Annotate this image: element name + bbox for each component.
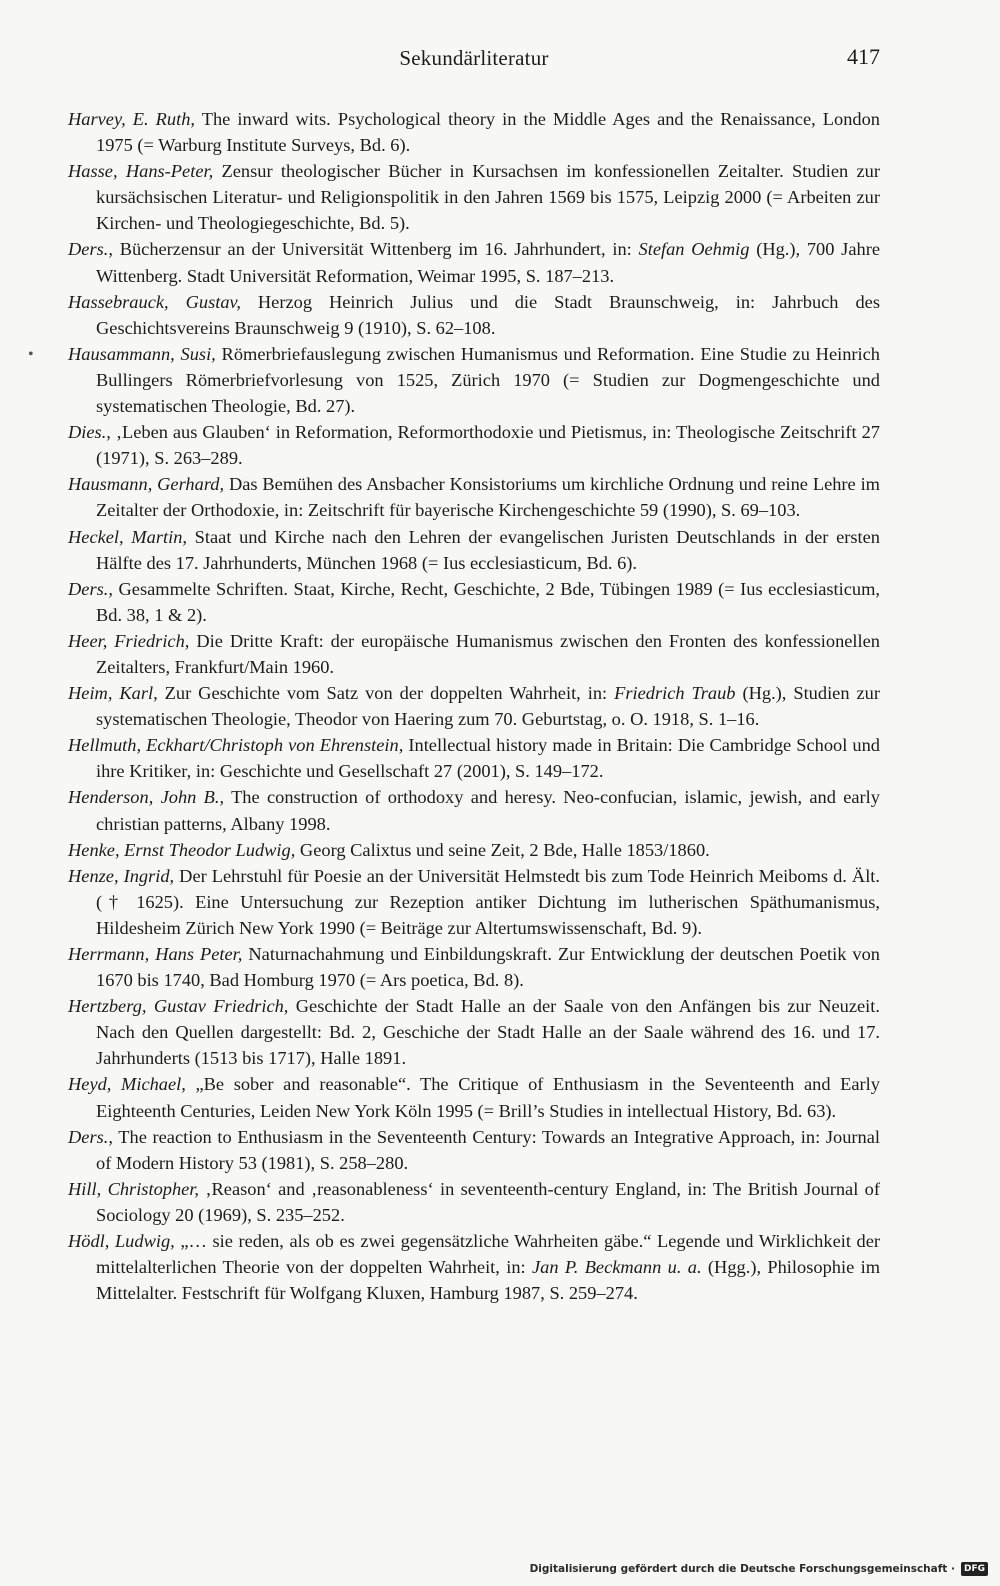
bibliography-entry <box>68 1228 880 1306</box>
entry-author: Hausmann, Gerhard, <box>68 474 225 495</box>
entry-author: Herrmann, Hans Peter, <box>68 944 243 964</box>
entry-author: Hertzberg, Gustav Friedrich, <box>68 996 289 1017</box>
entry-author: Ders., <box>68 1126 113 1147</box>
bibliography-entry <box>68 236 880 288</box>
bibliography-entry <box>68 941 880 993</box>
entry-author: Hausammann, Susi, <box>68 343 216 364</box>
entry-author: Hassebrauck, Gustav, <box>68 291 241 312</box>
bibliography-entry <box>68 289 880 341</box>
entry-author: Ders., <box>68 239 113 260</box>
entry-author: Heer, Friedrich, <box>68 630 190 651</box>
bibliography-entry <box>68 732 880 784</box>
bibliography-entry <box>68 837 880 863</box>
entry-text: ‚Reason‘ and ‚reasonableness‘ in seventeenth-century England, in: The British Journal of Sociology 20 (1969), S. 235–252. <box>96 1178 880 1225</box>
entry-author: Henke, Ernst Theodor Ludwig, <box>68 839 296 860</box>
credit-text: Digitalisierung gefördert durch die Deutsche Forschungsgemeinschaft · <box>529 1563 955 1575</box>
entry-text: ‚Leben aus Glauben‘ in Reformation, Reformorthodoxie und Pietismus, in: Theologische Zeitschrift 27 (1971), S. 263–289. <box>96 422 880 469</box>
entry-text: Intellectual history made in Britain: Die Cambridge School und ihre Kritiker, in: Geschichte und Gesellschaft 27 (2001), S. 149–172. <box>96 735 881 782</box>
bibliography-entry <box>68 863 880 941</box>
entry-author: Heyd, Michael, <box>68 1074 186 1095</box>
bibliography-entry <box>68 341 880 419</box>
entry-text: Geschichte der Stadt Halle an der Saale von den Anfängen bis zur Neuzeit. Nach den Quellen dargestellt: Bd. 2, Geschiche der Stadt Halle an der Saale während des 16. und 17. Jahrhunderts (1513 bis 1717), Halle 1891. <box>96 996 880 1069</box>
entry-author: Henderson, John B., <box>68 787 225 808</box>
margin-mark: • <box>28 346 34 363</box>
entry-text: Zur Geschichte vom Satz von der doppelten Wahrheit, in: Friedrich Traub (Hg.), Studien zur systematischen Theologie, Theodor von Haering zum 70. Geburtstag, o. O. 1918, S. 1–16. <box>96 683 880 730</box>
bibliography-entry <box>68 1176 880 1228</box>
entry-text: Der Lehrstuhl für Poesie an der Universität Helmstedt bis zum Tode Heinrich Meiboms d. Ält. († 1625). Eine Untersuchung zur Rezeption antiker Dichtung im lutherischen Späthumanismus, Hildesheim Zürich New York 1990 (= Beiträge zur Altertumswissenschaft, Bd. 9). <box>96 865 881 938</box>
bibliography-entry <box>68 158 880 236</box>
bibliography-entry <box>68 784 880 836</box>
bibliography-entry <box>68 524 880 576</box>
entry-text: Zensur theologischer Bücher in Kursachsen im konfessionellen Zeitalter. Studien zur kursächsischen Literatur- und Religionspolitik in den Jahren 1569 bis 1575, Leipzig 2000 (= Arbeiten zur Kirchen- und Theologiegeschichte, Bd. 5). <box>96 161 880 234</box>
entry-text: „Be sober and reasonable“. The Critique of Enthusiasm in the Seventeenth and Early Eighteenth Centuries, Leiden New York Köln 1995 (= Brill’s Studies in intellectual History, Bd. 63). <box>96 1074 880 1121</box>
bibliography-entry <box>68 680 880 732</box>
entry-text: Herzog Heinrich Julius und die Stadt Braunschweig, in: Jahrbuch des Geschichtsvereins Braunschweig 9 (1910), S. 62–108. <box>96 291 880 338</box>
running-head: Sekundärliteratur <box>399 46 549 70</box>
page-header <box>68 40 880 80</box>
entry-author: Ders., <box>68 578 113 599</box>
bibliography-entry <box>68 106 880 158</box>
bibliography-list <box>68 106 880 1306</box>
bibliography-entry <box>68 1124 880 1176</box>
entry-author: Heim, Karl, <box>68 683 158 704</box>
entry-text: Bücherzensur an der Universität Wittenberg im 16. Jahrhundert, in: Stefan Oehmig (Hg.), 700 Jahre Wittenberg. Stadt Universität Reformation, Weimar 1995, S. 187–213. <box>96 239 880 286</box>
entry-text: The inward wits. Psychological theory in the Middle Ages and the Renaissance, London 1975 (= Warburg Institute Surveys, Bd. 6). <box>96 109 880 156</box>
entry-author: Harvey, E. Ruth, <box>68 109 195 129</box>
entry-text: Die Dritte Kraft: der europäische Humanismus zwischen den Fronten des konfessionellen Zeitalters, Frankfurt/Main 1960. <box>96 630 881 677</box>
entry-author: Henze, Ingrid, <box>68 865 175 886</box>
bibliography-entry <box>68 419 880 471</box>
entry-text: Georg Calixtus und seine Zeit, 2 Bde, Halle 1853/1860. <box>295 839 710 860</box>
entry-text: Römerbriefauslegung zwischen Humanismus und Reformation. Eine Studie zu Heinrich Bullingers Römerbriefvorlesung von 1525, Zürich 1970 (= Studien zur Dogmengeschichte und systematischen Theologie, Bd. 27). <box>96 343 880 417</box>
entry-text: Staat und Kirche nach den Lehren der evangelischen Juristen Deutschlands in der ersten Hälfte des 17. Jahrhunderts, München 1968 (= Ius ecclesiasticum, Bd. 6). <box>96 526 881 573</box>
bibliography-entry <box>68 628 880 680</box>
dfg-logo: DFG <box>961 1562 988 1576</box>
digitization-credit <box>530 1558 988 1580</box>
entry-text: Naturnachahmung und Einbildungskraft. Zur Entwicklung der deutschen Poetik von 1670 bis 1740, Bad Homburg 1970 (= Ars poetica, Bd. 8). <box>96 944 880 991</box>
bibliography-entry <box>68 1071 880 1123</box>
bibliography-entry <box>68 471 880 523</box>
bibliography-entry <box>68 993 880 1071</box>
entry-author: Hellmuth, Eckhart/Christoph von Ehrenstein, <box>68 735 404 756</box>
page-number: 417 <box>847 44 880 69</box>
entry-text: „… sie reden, als ob es zwei gegensätzliche Wahrheiten gäbe.“ Legende und Wirklichkeit der mittelalterlichen Theorie von der doppelten Wahrheit, in: Jan P. Beckmann u. a. (Hgg.), Philosophie im Mittelalter. Festschrift für Wolfgang Kluxen, Hamburg 1987, S. 259–274. <box>96 1231 881 1304</box>
entry-author: Heckel, Martin, <box>68 526 187 547</box>
entry-author: Hödl, Ludwig, <box>68 1231 175 1252</box>
entry-text: Das Bemühen des Ansbacher Konsistoriums um kirchliche Ordnung und reine Lehre im Zeitalter der Orthodoxie, in: Zeitschrift für bayerische Kirchengeschichte 59 (1990), S. 69–103. <box>96 474 880 521</box>
entry-text: The construction of orthodoxy and heresy. Neo-confucian, islamic, jewish, and early christian patterns, Albany 1998. <box>96 787 880 834</box>
entry-author: Hasse, Hans-Peter, <box>68 161 214 182</box>
entry-text: Gesammelte Schriften. Staat, Kirche, Recht, Geschichte, 2 Bde, Tübingen 1989 (= Ius ecclesiasticum, Bd. 38, 1 & 2). <box>96 578 880 625</box>
bibliography-entry <box>68 576 880 628</box>
entry-author: Dies., <box>68 422 111 443</box>
entry-author: Hill, Christopher, <box>68 1178 200 1199</box>
entry-text: The reaction to Enthusiasm in the Seventeenth Century: Towards an Integrative Approach, in: Journal of Modern History 53 (1981), S. 258–280. <box>96 1126 880 1173</box>
